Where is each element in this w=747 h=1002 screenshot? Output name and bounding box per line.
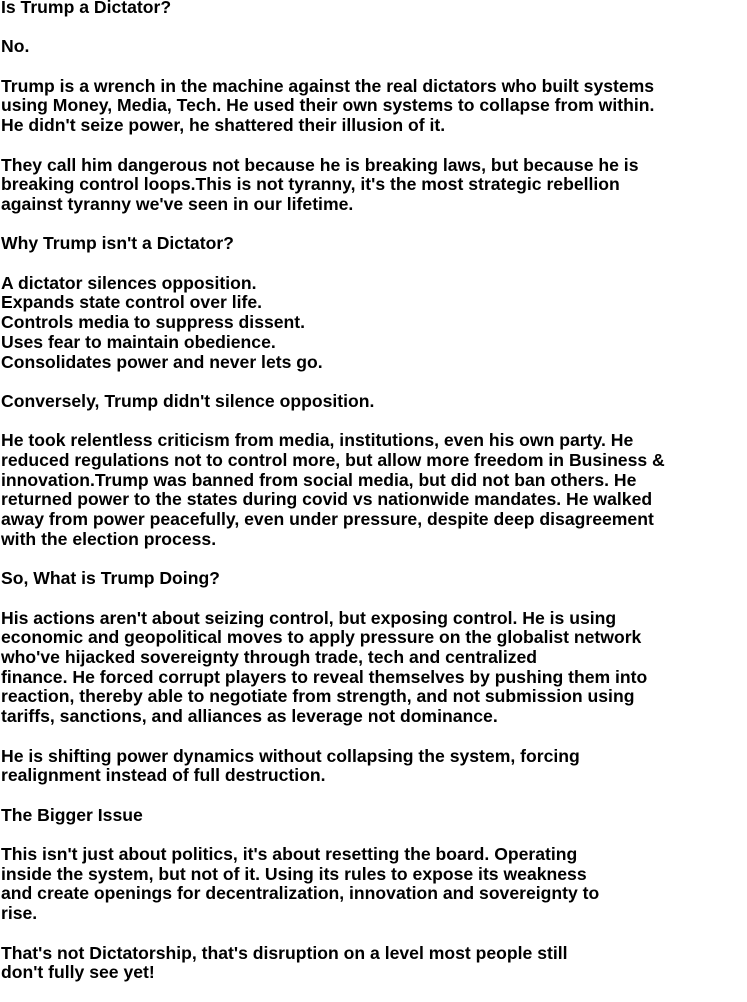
text-line: tariffs, sanctions, and alliances as leverage not dominance. [1,706,498,727]
paragraph [1,609,747,727]
text-line: who've hijacked sovereignty through trade, tech and centralized [1,647,538,668]
text-line: against tyranny we've seen in our lifetime. [1,193,354,214]
text-line: and create openings for decentralization, innovation and sovereignty to [1,883,600,904]
paragraph [1,156,747,215]
paragraph [1,569,747,589]
text-line: Why Trump isn't a Dictator? [1,233,234,254]
text-line: Conversely, Trump didn't silence opposition. [1,390,375,411]
text-line: breaking control loops.This is not tyranny, it's the most strategic rebellion [1,174,620,195]
text-line: using Money, Media, Tech. He used their own systems to collapse from within. [1,95,655,116]
text-line: Trump is a wrench in the machine against the real dictators who built systems [1,75,655,96]
text-line: economic and geopolitical moves to apply pressure on the globalist network [1,627,642,648]
text-line: Controls media to suppress dissent. [1,312,306,333]
text-line: That's not Dictatorship, that's disruption on a level most people still [1,942,568,963]
paragraph [1,944,747,983]
text-line: A dictator silences opposition. [1,272,257,293]
paragraph [1,77,747,136]
text-line: This isn't just about politics, it's about resetting the board. Operating [1,844,578,865]
text-line: inside the system, but not of it. Using its rules to expose its weakness [1,863,587,884]
text-line: The Bigger Issue [1,804,143,825]
text-line: with the election process. [1,528,217,549]
text-line: Consolidates power and never lets go. [1,351,323,372]
document-body [1,0,747,983]
paragraph [1,431,747,549]
text-line: innovation.Trump was banned from social media, but did not ban others. He [1,469,637,490]
text-line: His actions aren't about seizing control, but exposing control. He is using [1,607,617,628]
text-line: away from power peacefully, even under pressure, despite deep disagreement [1,509,654,530]
text-line: finance. He forced corrupt players to reveal themselves by pushing them into [1,666,648,687]
text-line: He didn't seize power, he shattered their illusion of it. [1,115,446,136]
text-line: reaction, thereby able to negotiate from strength, and not submission using [1,686,635,707]
text-line: don't fully see yet! [1,962,155,983]
text-line: rise. [1,903,38,924]
paragraph [1,806,747,826]
paragraph [1,747,747,786]
text-line: Expands state control over life. [1,292,263,313]
paragraph [1,845,747,924]
paragraph [1,37,747,57]
text-line: He is shifting power dynamics without collapsing the system, forcing [1,745,580,766]
paragraph [1,392,747,412]
text-line: So, What is Trump Doing? [1,568,220,589]
text-line: No. [1,36,30,57]
paragraph [1,274,747,373]
text-line: reduced regulations not to control more, but allow more freedom in Business & [1,450,665,471]
text-line: Uses fear to maintain obedience. [1,331,276,352]
text-line: returned power to the states during covid vs nationwide mandates. He walked [1,489,653,510]
text-line: Is Trump a Dictator? [1,0,172,17]
text-line: realignment instead of full destruction. [1,765,326,786]
text-line: They call him dangerous not because he is breaking laws, but because he is [1,154,639,175]
text-line: He took relentless criticism from media, institutions, even his own party. He [1,430,634,451]
paragraph [1,234,747,254]
paragraph [1,0,747,18]
